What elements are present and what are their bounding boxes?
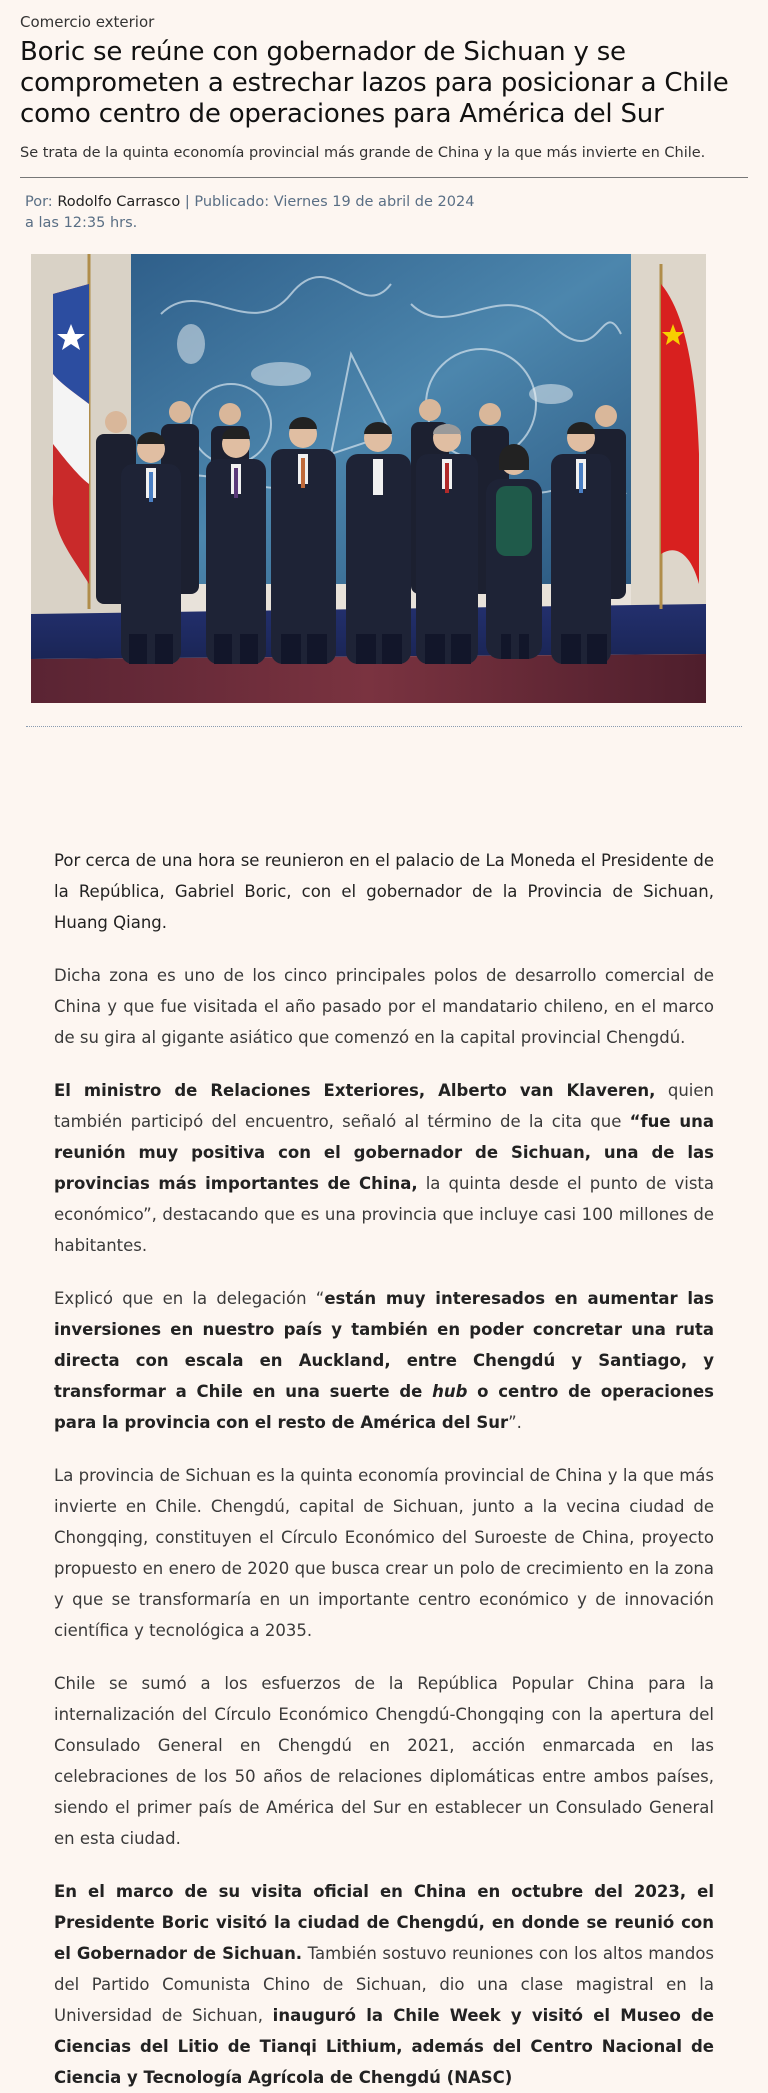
- author-link[interactable]: Rodolfo Carrasco: [57, 194, 181, 210]
- paragraph-7: [54, 1876, 714, 2093]
- paragraph-3-text-d: la quinta desde el punto de vista económico”, destacando que es una provincia que incluye casi 100 millones de habitantes.: [54, 1174, 714, 1255]
- paragraph-2: Dicha zona es uno de los cinco principales polos de desarrollo comercial de China y que fue visitada el año pasado por el mandatario chileno, en el marco de su gira al gigante asiático que comenzó en la capital provincial Chengdú.: [54, 966, 714, 1047]
- paragraph-5: La provincia de Sichuan es la quinta economía provincial de China y la que más invierte en Chile. Chengdú, capital de Sichuan, junto a la vecina ciudad de Chongqing, constituyen el Círculo Económico del Suroeste de China, proyecto propuesto en enero de 2020 que busca crear un polo de crecimiento en la zona y que se transformaría en un importante centro económico y de innovación científica y tecnológica a 2035.: [54, 1466, 714, 1640]
- headline: Boric se reúne con gobernador de Sichuan y se comprometen a estrechar lazos para posicionar a Chile como centro de operaciones para América del Sur: [20, 37, 729, 129]
- header-divider: [20, 177, 748, 178]
- article-header: [0, 0, 768, 162]
- photo-divider: [26, 726, 742, 727]
- paragraph-7-bold-c: inauguró la Chile Week y visitó el Museo de Ciencias del Litio de Tianqi Lithium, además del Centro Nacional de Ciencia y Tecnología Agrícola de Chengdú (NASC): [54, 2006, 714, 2087]
- byline: [25, 192, 485, 234]
- paragraph-6: Chile se sumó a los esfuerzos de la República Popular China para la internalización del Círculo Económico Chengdú-Chongqing con la apertura del Consulado General en Chengdú en 2021, acción enmarcada en las celebraciones de los 50 años de relaciones diplomáticas entre ambos países, siendo el primer país de América del Sur en establecer un Consulado General en esta ciudad.: [54, 1674, 714, 1848]
- paragraph-3-bold-c: “fue una reunión muy positiva con el gobernador de Sichuan, una de las provincias más importantes de China,: [54, 1112, 714, 1193]
- paragraph-3-text-b: quien también participó del encuentro, señaló al término de la cita que: [54, 1081, 714, 1131]
- article-photo: [31, 254, 706, 703]
- paragraph-4-bold-b: están muy interesados en aumentar las inversiones en nuestro país y también en poder concretar una ruta directa con escala en Auckland, entre Chengdú y Santiago, y transformar a Chile en una suerte de: [54, 1289, 714, 1401]
- section-label[interactable]: Comercio exterior: [20, 13, 155, 31]
- photo-illustration: [31, 254, 706, 703]
- published-date: | Publicado: Viernes 19 de abril de 2024 a las 12:35 hrs.: [25, 194, 475, 231]
- paragraph-4-text-e: ”.: [508, 1413, 522, 1432]
- paragraph-1: Por cerca de una hora se reunieron en el palacio de La Moneda el Presidente de la República, Gabriel Boric, con el gobernador de la Provincia de Sichuan, Huang Qiang.: [54, 851, 714, 932]
- paragraph-7-bold-a: En el marco de su visita oficial en China en octubre del 2023, el Presidente Boric visitó la ciudad de Chengdú, en donde se reunió con el Gobernador de Sichuan.: [54, 1882, 714, 1963]
- paragraph-3: [54, 1075, 714, 1261]
- article-body: [54, 845, 714, 2093]
- paragraph-4-italic-hub: hub: [432, 1382, 468, 1401]
- subtitle: Se trata de la quinta economía provincial más grande de China y la que más invierte en Chile.: [20, 145, 706, 161]
- paragraph-4: [54, 1283, 714, 1438]
- paragraph-4-text-a: Explicó que en la delegación “: [54, 1289, 325, 1308]
- byline-by-label: Por:: [25, 194, 53, 210]
- paragraph-7-text-b: También sostuvo reuniones con los altos mandos del Partido Comunista Chino de Sichuan, dio una clase magistral en la Universidad de Sichuan,: [54, 1944, 715, 2025]
- paragraph-3-bold-a: El ministro de Relaciones Exteriores, Alberto van Klaveren,: [54, 1081, 656, 1100]
- paragraph-4-bold-d: o centro de operaciones para la provincia con el resto de América del Sur: [54, 1382, 714, 1432]
